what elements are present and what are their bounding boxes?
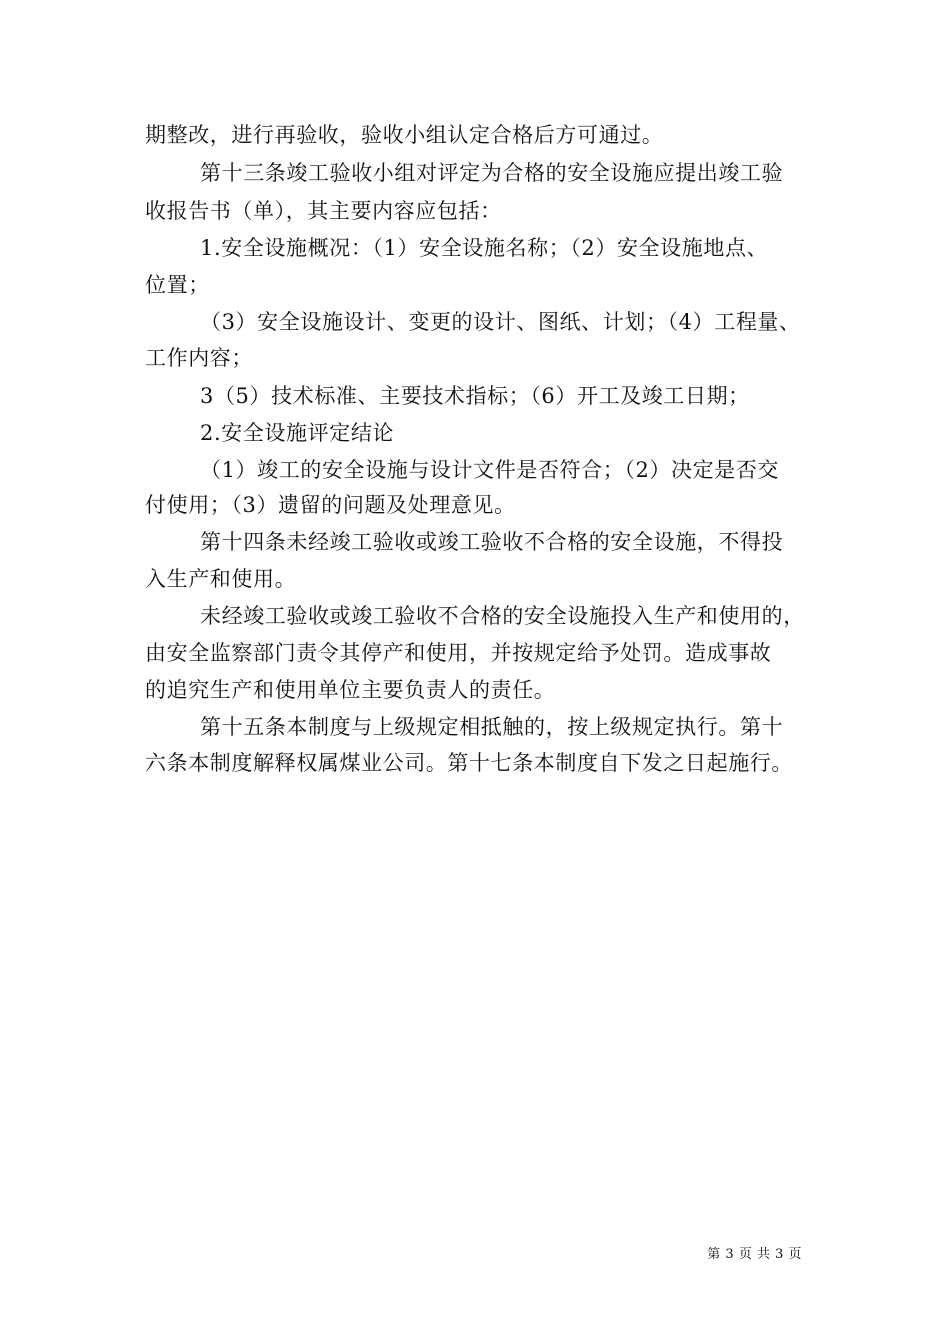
page-number-footer: 第 3 页 共 3 页 (707, 1247, 802, 1262)
text-line: 收报告书（单），其主要内容应包括： (145, 199, 502, 223)
text-line: 3（5）技术标准、主要技术指标；（6）开工及竣工日期； (200, 384, 750, 408)
text-line: 入生产和使用。 (145, 567, 297, 591)
text-line: 第十五条本制度与上级规定相抵触的，按上级规定执行。第十 (200, 715, 784, 739)
text-line: 六条本制度解释权属煤业公司。第十七条本制度自下发之日起施行。 (145, 751, 793, 775)
text-line: 的追究生产和使用单位主要负责人的责任。 (145, 678, 556, 702)
text-line: 期整改，进行再验收，验收小组认定合格后方可通过。 (145, 123, 664, 147)
text-line: 1.安全设施概况：（1）安全设施名称；（2）安全设施地点、 (200, 236, 769, 260)
text-line: 第十三条竣工验收小组对评定为合格的安全设施应提出竣工验 (200, 161, 784, 185)
text-line: 未经竣工验收或竣工验收不合格的安全设施投入生产和使用的， (200, 604, 805, 628)
text-line: 工作内容； (145, 346, 253, 370)
text-line: 位置； (145, 273, 210, 297)
text-line: 2.安全设施评定结论 (200, 421, 395, 445)
text-line: （3）安全设施设计、变更的设计、图纸、计划；（4）工程量、 (200, 310, 801, 334)
text-line: 由安全监察部门责令其停产和使用，并按规定给予处罚。造成事故 (145, 641, 772, 665)
text-line: 付使用；（3）遗留的问题及处理意见。 (145, 493, 516, 517)
text-line: 第十四条未经竣工验收或竣工验收不合格的安全设施，不得投 (200, 530, 784, 554)
text-line: （1）竣工的安全设施与设计文件是否符合；（2）决定是否交 (200, 458, 780, 482)
